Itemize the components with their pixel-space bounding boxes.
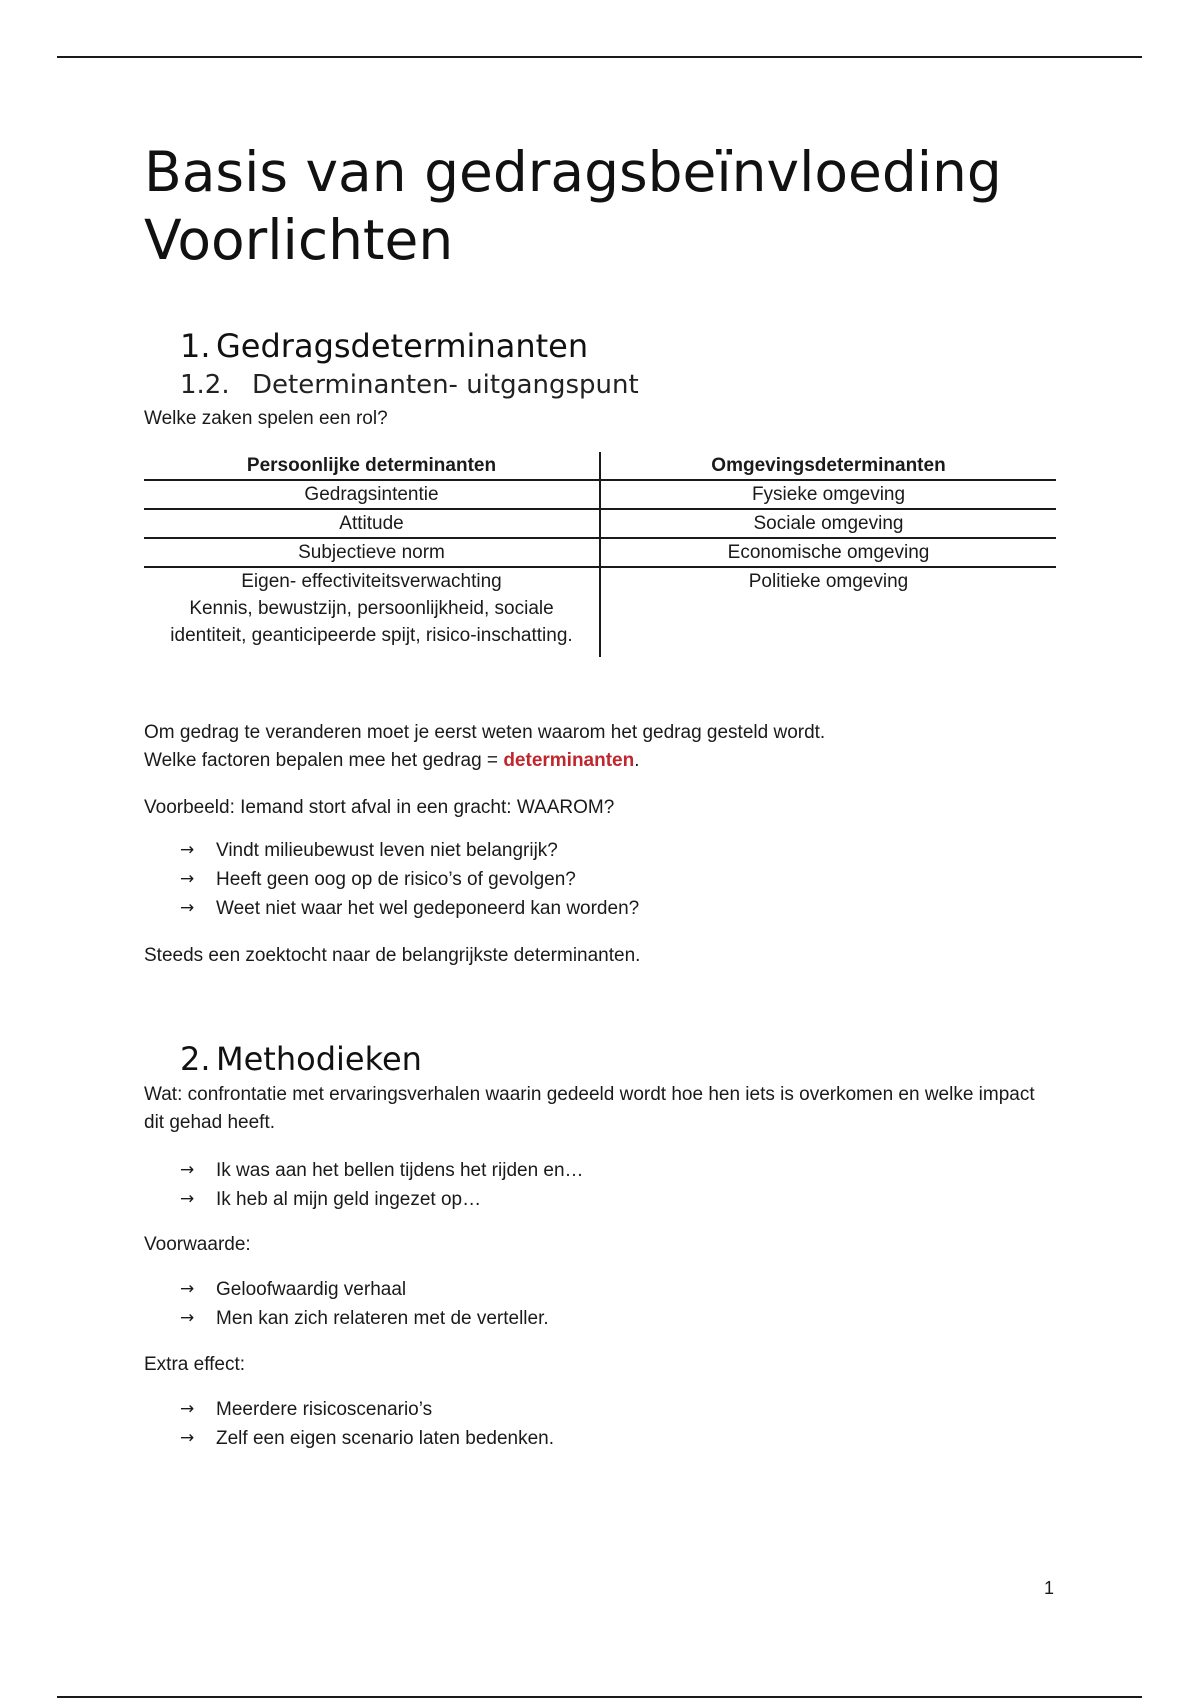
list-item-text: Ik heb al mijn geld ingezet op… [216, 1189, 482, 1210]
table-row [144, 509, 1056, 538]
paragraph-factors-prefix: Welke factoren bepalen mee het gedrag = [144, 750, 504, 771]
conclusion: Steeds een zoektocht naar de belangrijkste determinanten. [144, 945, 641, 966]
arrow-right-icon: → [180, 1160, 195, 1180]
section-1-2-heading [180, 368, 639, 402]
example-intro: Voorbeeld: Iemand stort afval in een gracht: WAAROM? [144, 797, 615, 818]
arrow-right-icon: → [180, 840, 195, 860]
cell-personal-line-1: Eigen- effectiviteitsverwachting [241, 571, 502, 592]
list-item-text: Weet niet waar het wel gedeponeerd kan worden? [216, 898, 640, 919]
list-item-text: Heeft geen oog op de risico’s of gevolgen? [216, 869, 576, 890]
cell-environment: Economische omgeving [600, 538, 1056, 567]
what-paragraph: Wat: confrontatie met ervaringsverhalen waarin gedeeld wordt hoe hen iets is overkomen en welke impact dit gehad heeft. [144, 1084, 1035, 1133]
section-2-title: Methodieken [216, 1040, 422, 1078]
section-1-heading [180, 326, 588, 366]
arrow-right-icon: → [180, 1279, 195, 1299]
section-1-2-title: Determinanten- uitgangspunt [252, 370, 639, 400]
cell-environment: Fysieke omgeving [600, 480, 1056, 509]
arrow-right-icon: → [180, 1308, 195, 1328]
list-item [180, 1304, 549, 1333]
cell-personal-line-2: Kennis, bewustzijn, persoonlijkheid, sociale identiteit, geanticipeerde spijt, risico-inschatting. [170, 598, 573, 646]
top-rule [57, 56, 1142, 58]
section-1-2-number: 1.2. [180, 370, 230, 400]
list-item-text: Men kan zich relateren met de verteller. [216, 1308, 549, 1329]
section-2-number: 2. [180, 1040, 211, 1078]
table-row [144, 538, 1056, 567]
list-item [180, 1424, 554, 1453]
header-personal: Persoonlijke determinanten [144, 452, 600, 480]
table-header-row [144, 452, 1056, 480]
example-list [180, 836, 639, 923]
header-environment: Omgevingsdeterminanten [600, 452, 1056, 480]
cell-environment: Politieke omgeving [748, 571, 909, 592]
what-list [180, 1156, 584, 1214]
section-1-title: Gedragsdeterminanten [216, 327, 589, 365]
list-item-text: Meerdere risicoscenario’s [216, 1399, 433, 1420]
paragraph-factors-suffix: . [634, 750, 640, 771]
paragraph-change-behaviour: Om gedrag te veranderen moet je eerst weten waarom het gedrag gesteld wordt. [144, 722, 826, 743]
list-item [180, 1275, 549, 1304]
condition-list [180, 1275, 549, 1333]
extra-list [180, 1395, 554, 1453]
cell-environment: Sociale omgeving [600, 509, 1056, 538]
arrow-right-icon: → [180, 1428, 195, 1448]
document-title [144, 138, 1002, 274]
table-question: Welke zaken spelen een rol? [144, 408, 388, 429]
cell-personal [144, 567, 600, 657]
list-item-text: Vindt milieubewust leven niet belangrijk? [216, 840, 558, 861]
arrow-right-icon: → [180, 898, 195, 918]
arrow-right-icon: → [180, 1189, 195, 1209]
highlight-determinanten: determinanten [503, 750, 635, 771]
list-item [180, 1185, 584, 1214]
list-item [180, 1156, 584, 1185]
cell-personal: Attitude [144, 509, 600, 538]
page-number: 1 [1044, 1578, 1055, 1598]
table-row [144, 567, 1056, 657]
section-1-number: 1. [180, 327, 211, 365]
extra-label: Extra effect: [144, 1354, 246, 1375]
bottom-rule [57, 1696, 1142, 1698]
list-item-text: Ik was aan het bellen tijdens het rijden en… [216, 1160, 584, 1181]
list-item [180, 894, 639, 923]
table-row [144, 480, 1056, 509]
determinants-table [144, 452, 1056, 657]
arrow-right-icon: → [180, 1399, 195, 1419]
document-title-line-2: Voorlichten [144, 208, 454, 272]
list-item [180, 836, 639, 865]
cell-personal: Subjectieve norm [144, 538, 600, 567]
list-item [180, 865, 639, 894]
document-title-line-1: Basis van gedragsbeïnvloeding [144, 140, 1002, 204]
list-item-text: Zelf een eigen scenario laten bedenken. [216, 1428, 555, 1449]
list-item-text: Geloofwaardig verhaal [216, 1279, 407, 1300]
condition-label: Voorwaarde: [144, 1234, 251, 1255]
cell-personal: Gedragsintentie [144, 480, 600, 509]
arrow-right-icon: → [180, 869, 195, 889]
paragraph-factors [144, 747, 640, 775]
list-item [180, 1395, 554, 1424]
section-2-heading [180, 1039, 422, 1079]
